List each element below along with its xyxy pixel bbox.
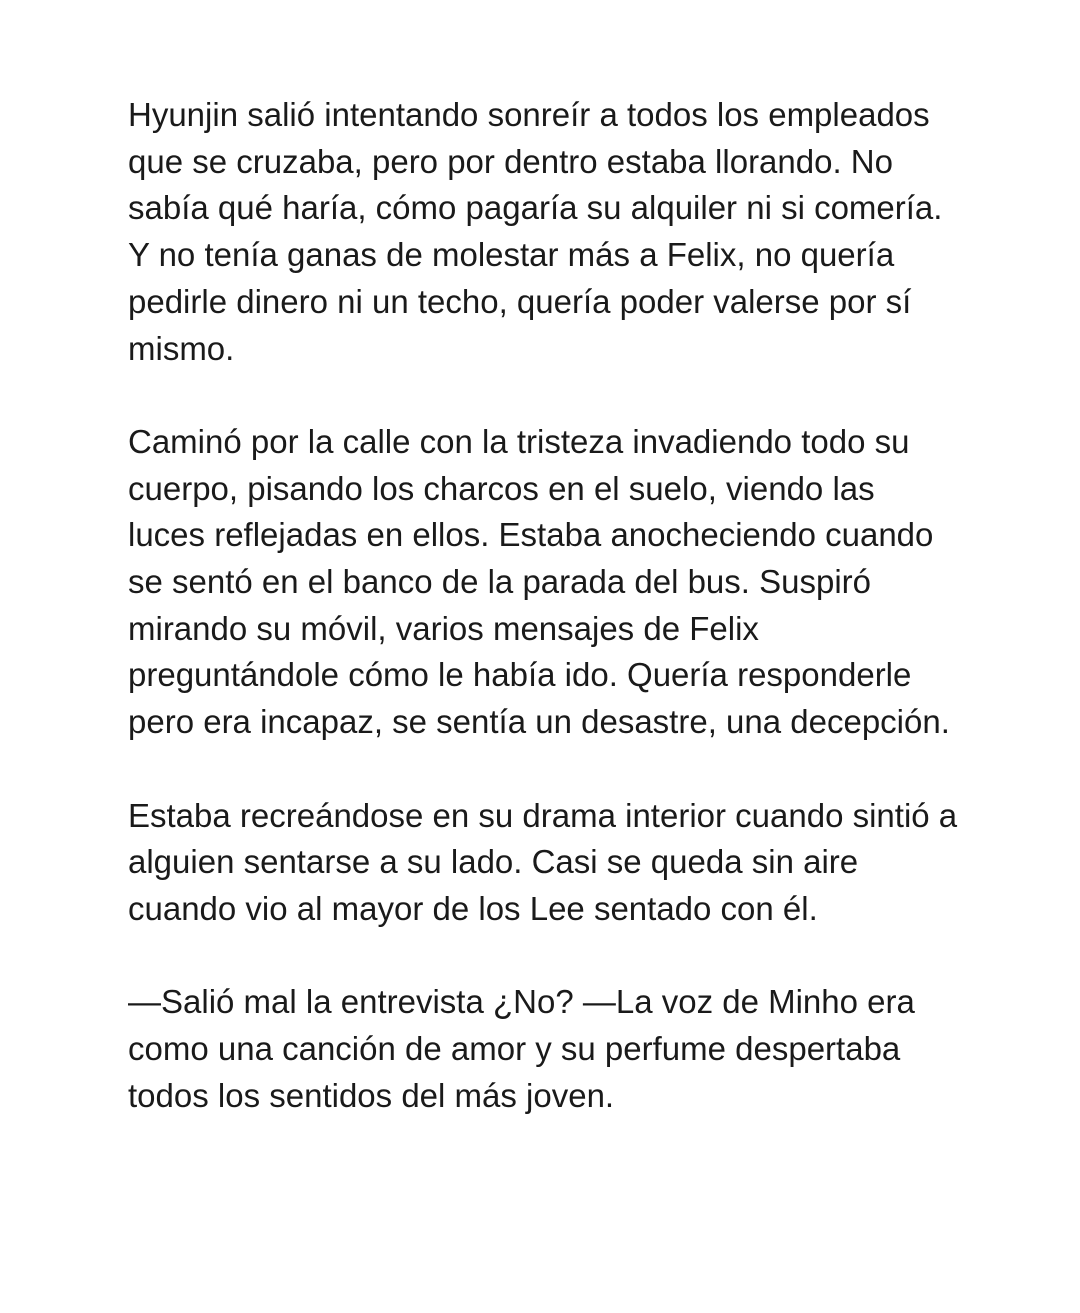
story-text-page bbox=[128, 92, 958, 1119]
paragraph-1: Hyunjin salió intentando sonreír a todos los empleados que se cruzaba, pero por dentro estaba llorando. No sabía qué haría, cómo pagaría su alquiler ni si comería. Y no tenía ganas de molestar más a Felix, no quería pedirle dinero ni un techo, quería poder valerse por sí mismo. bbox=[128, 96, 943, 367]
paragraph-4: —Salió mal la entrevista ¿No? —La voz de Minho era como una canción de amor y su perfume despertaba todos los sentidos del más joven. bbox=[128, 983, 915, 1114]
paragraph-2: Caminó por la calle con la tristeza invadiendo todo su cuerpo, pisando los charcos en el suelo, viendo las luces reflejadas en ellos. Estaba anocheciendo cuando se sentó en el banco de la parada del bus. Suspiró mirando su móvil, varios mensajes de Felix preguntándole cómo le había ido. Quería responderle pero era incapaz, se sentía un desastre, una decepción. bbox=[128, 422, 950, 741]
paragraph-3: Estaba recreándose en su drama interior cuando sintió a alguien sentarse a su lado. Casi se queda sin aire cuando vio al mayor de los Lee sentado con él. bbox=[128, 796, 958, 927]
